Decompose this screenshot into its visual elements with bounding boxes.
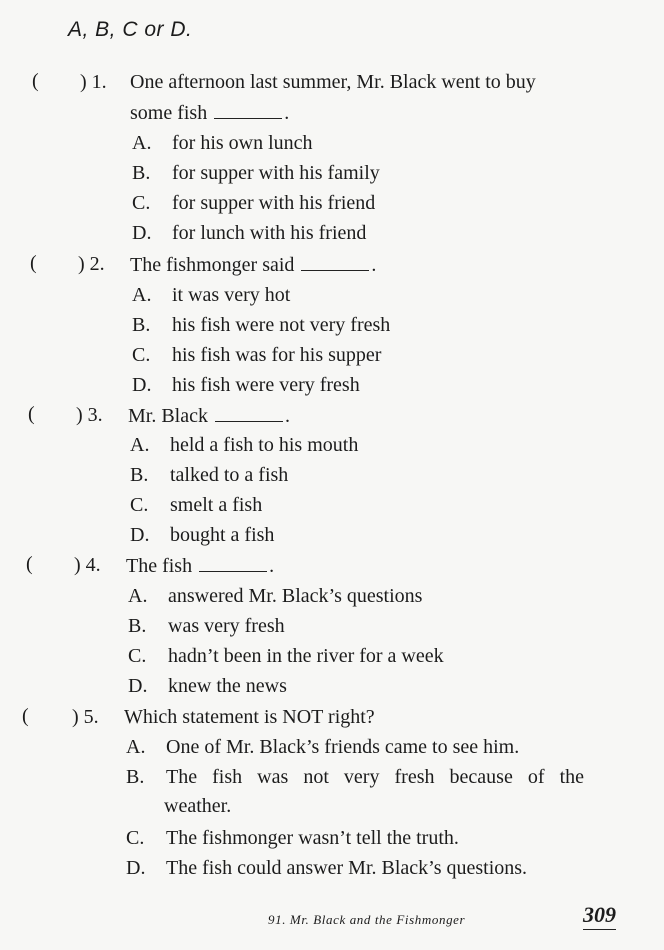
option-letter: B. — [126, 766, 145, 788]
option-text: hadn’t been in the river for a week — [168, 645, 444, 667]
question-4-period: . — [269, 555, 275, 577]
option-letter: B. — [132, 162, 151, 184]
answer-blank — [215, 403, 283, 422]
question-2-number: ) 2. — [78, 253, 105, 275]
option-letter: D. — [132, 222, 152, 244]
option-text: his fish were very fresh — [172, 374, 360, 396]
option-letter: B. — [132, 314, 151, 336]
option-text: answered Mr. Black’s questions — [168, 585, 423, 607]
answer-paren: ( — [28, 403, 35, 425]
question-3-stem — [128, 403, 290, 428]
option-3c — [130, 493, 262, 517]
answer-paren: ( — [30, 252, 37, 274]
footer-title: 91. Mr. Black and the Fishmonger — [268, 912, 466, 927]
option-letter: C. — [132, 344, 151, 366]
question-1-stem: One afternoon last summer, Mr. Black went to buy — [130, 71, 536, 93]
question-5-number: ) 5. — [72, 706, 99, 728]
question-4-stem-part: The fish — [126, 555, 193, 577]
option-text: bought a fish — [170, 524, 275, 546]
option-2a — [132, 283, 290, 307]
option-2b — [132, 313, 390, 337]
option-5c — [126, 826, 459, 850]
option-3b — [130, 463, 288, 487]
question-1-number: ) 1. — [80, 71, 107, 93]
option-letter: B. — [128, 615, 147, 637]
option-letter: A. — [126, 736, 146, 758]
option-text: The fishmonger wasn’t tell the truth. — [166, 827, 459, 849]
option-2d — [132, 373, 360, 397]
option-text: for supper with his family — [172, 162, 380, 184]
option-4b — [128, 614, 285, 638]
option-letter: A. — [132, 132, 152, 154]
option-letter: C. — [128, 645, 147, 667]
answer-paren: ( — [32, 70, 39, 92]
option-text: for his own lunch — [172, 132, 313, 154]
option-letter: B. — [130, 464, 149, 486]
option-text: his fish was for his supper — [172, 344, 382, 366]
option-5b — [126, 765, 584, 789]
option-letter: D. — [132, 374, 152, 396]
option-5a — [126, 735, 519, 759]
answer-blank — [301, 252, 369, 271]
option-4d — [128, 674, 287, 698]
option-letter: D. — [130, 524, 150, 546]
option-text: One of Mr. Black’s friends came to see him. — [166, 736, 520, 758]
option-text: held a fish to his mouth — [170, 434, 359, 456]
question-1-stem-part: some fish — [130, 102, 208, 124]
answer-paren: ( — [22, 705, 29, 727]
option-4c — [128, 644, 444, 668]
option-letter: A. — [128, 585, 148, 607]
option-4a — [128, 584, 422, 608]
option-letter: C. — [132, 192, 151, 214]
option-text: The fish was not very fresh because of the — [166, 766, 584, 788]
option-5b-cont: weather. — [164, 795, 232, 817]
option-letter: A. — [130, 434, 150, 456]
option-text: knew the news — [168, 675, 287, 697]
page-number: 309 — [583, 902, 616, 930]
question-2-period: . — [371, 254, 377, 276]
option-letter: D. — [126, 857, 146, 879]
option-text: for supper with his friend — [172, 192, 376, 214]
instruction-header: A, B, C or D. — [68, 18, 193, 41]
question-1-period: . — [284, 102, 290, 124]
option-1c — [132, 191, 375, 215]
option-text: talked to a fish — [170, 464, 289, 486]
option-text: smelt a fish — [170, 494, 263, 516]
option-3d — [130, 523, 274, 547]
option-5d — [126, 856, 527, 880]
option-1b — [132, 161, 380, 185]
option-text: it was very hot — [172, 284, 291, 306]
option-text: was very fresh — [168, 615, 285, 637]
question-5-stem: Which statement is NOT right? — [124, 706, 375, 728]
option-text: his fish were not very fresh — [172, 314, 391, 336]
question-3-period: . — [285, 405, 290, 427]
answer-blank — [214, 100, 282, 119]
answer-blank — [199, 553, 267, 572]
option-text: The fish could answer Mr. Black’s questions. — [166, 857, 528, 879]
answer-paren: ( — [26, 553, 33, 575]
question-3-number: ) 3. — [76, 404, 103, 426]
option-1d — [132, 221, 366, 245]
option-1a — [132, 131, 313, 155]
option-letter: C. — [126, 827, 145, 849]
question-4-number: ) 4. — [74, 554, 101, 576]
option-3a — [130, 433, 358, 457]
option-letter: D. — [128, 675, 148, 697]
option-letter: A. — [132, 284, 152, 306]
option-letter: C. — [130, 494, 149, 516]
option-2c — [132, 343, 381, 367]
option-text: for lunch with his friend — [172, 222, 367, 244]
question-2-stem — [130, 252, 376, 277]
question-1-stem-cont — [130, 100, 289, 125]
question-3-stem-part: Mr. Black — [128, 405, 208, 427]
question-2-stem-part: The fishmonger said — [130, 254, 295, 276]
question-4-stem — [126, 553, 274, 578]
